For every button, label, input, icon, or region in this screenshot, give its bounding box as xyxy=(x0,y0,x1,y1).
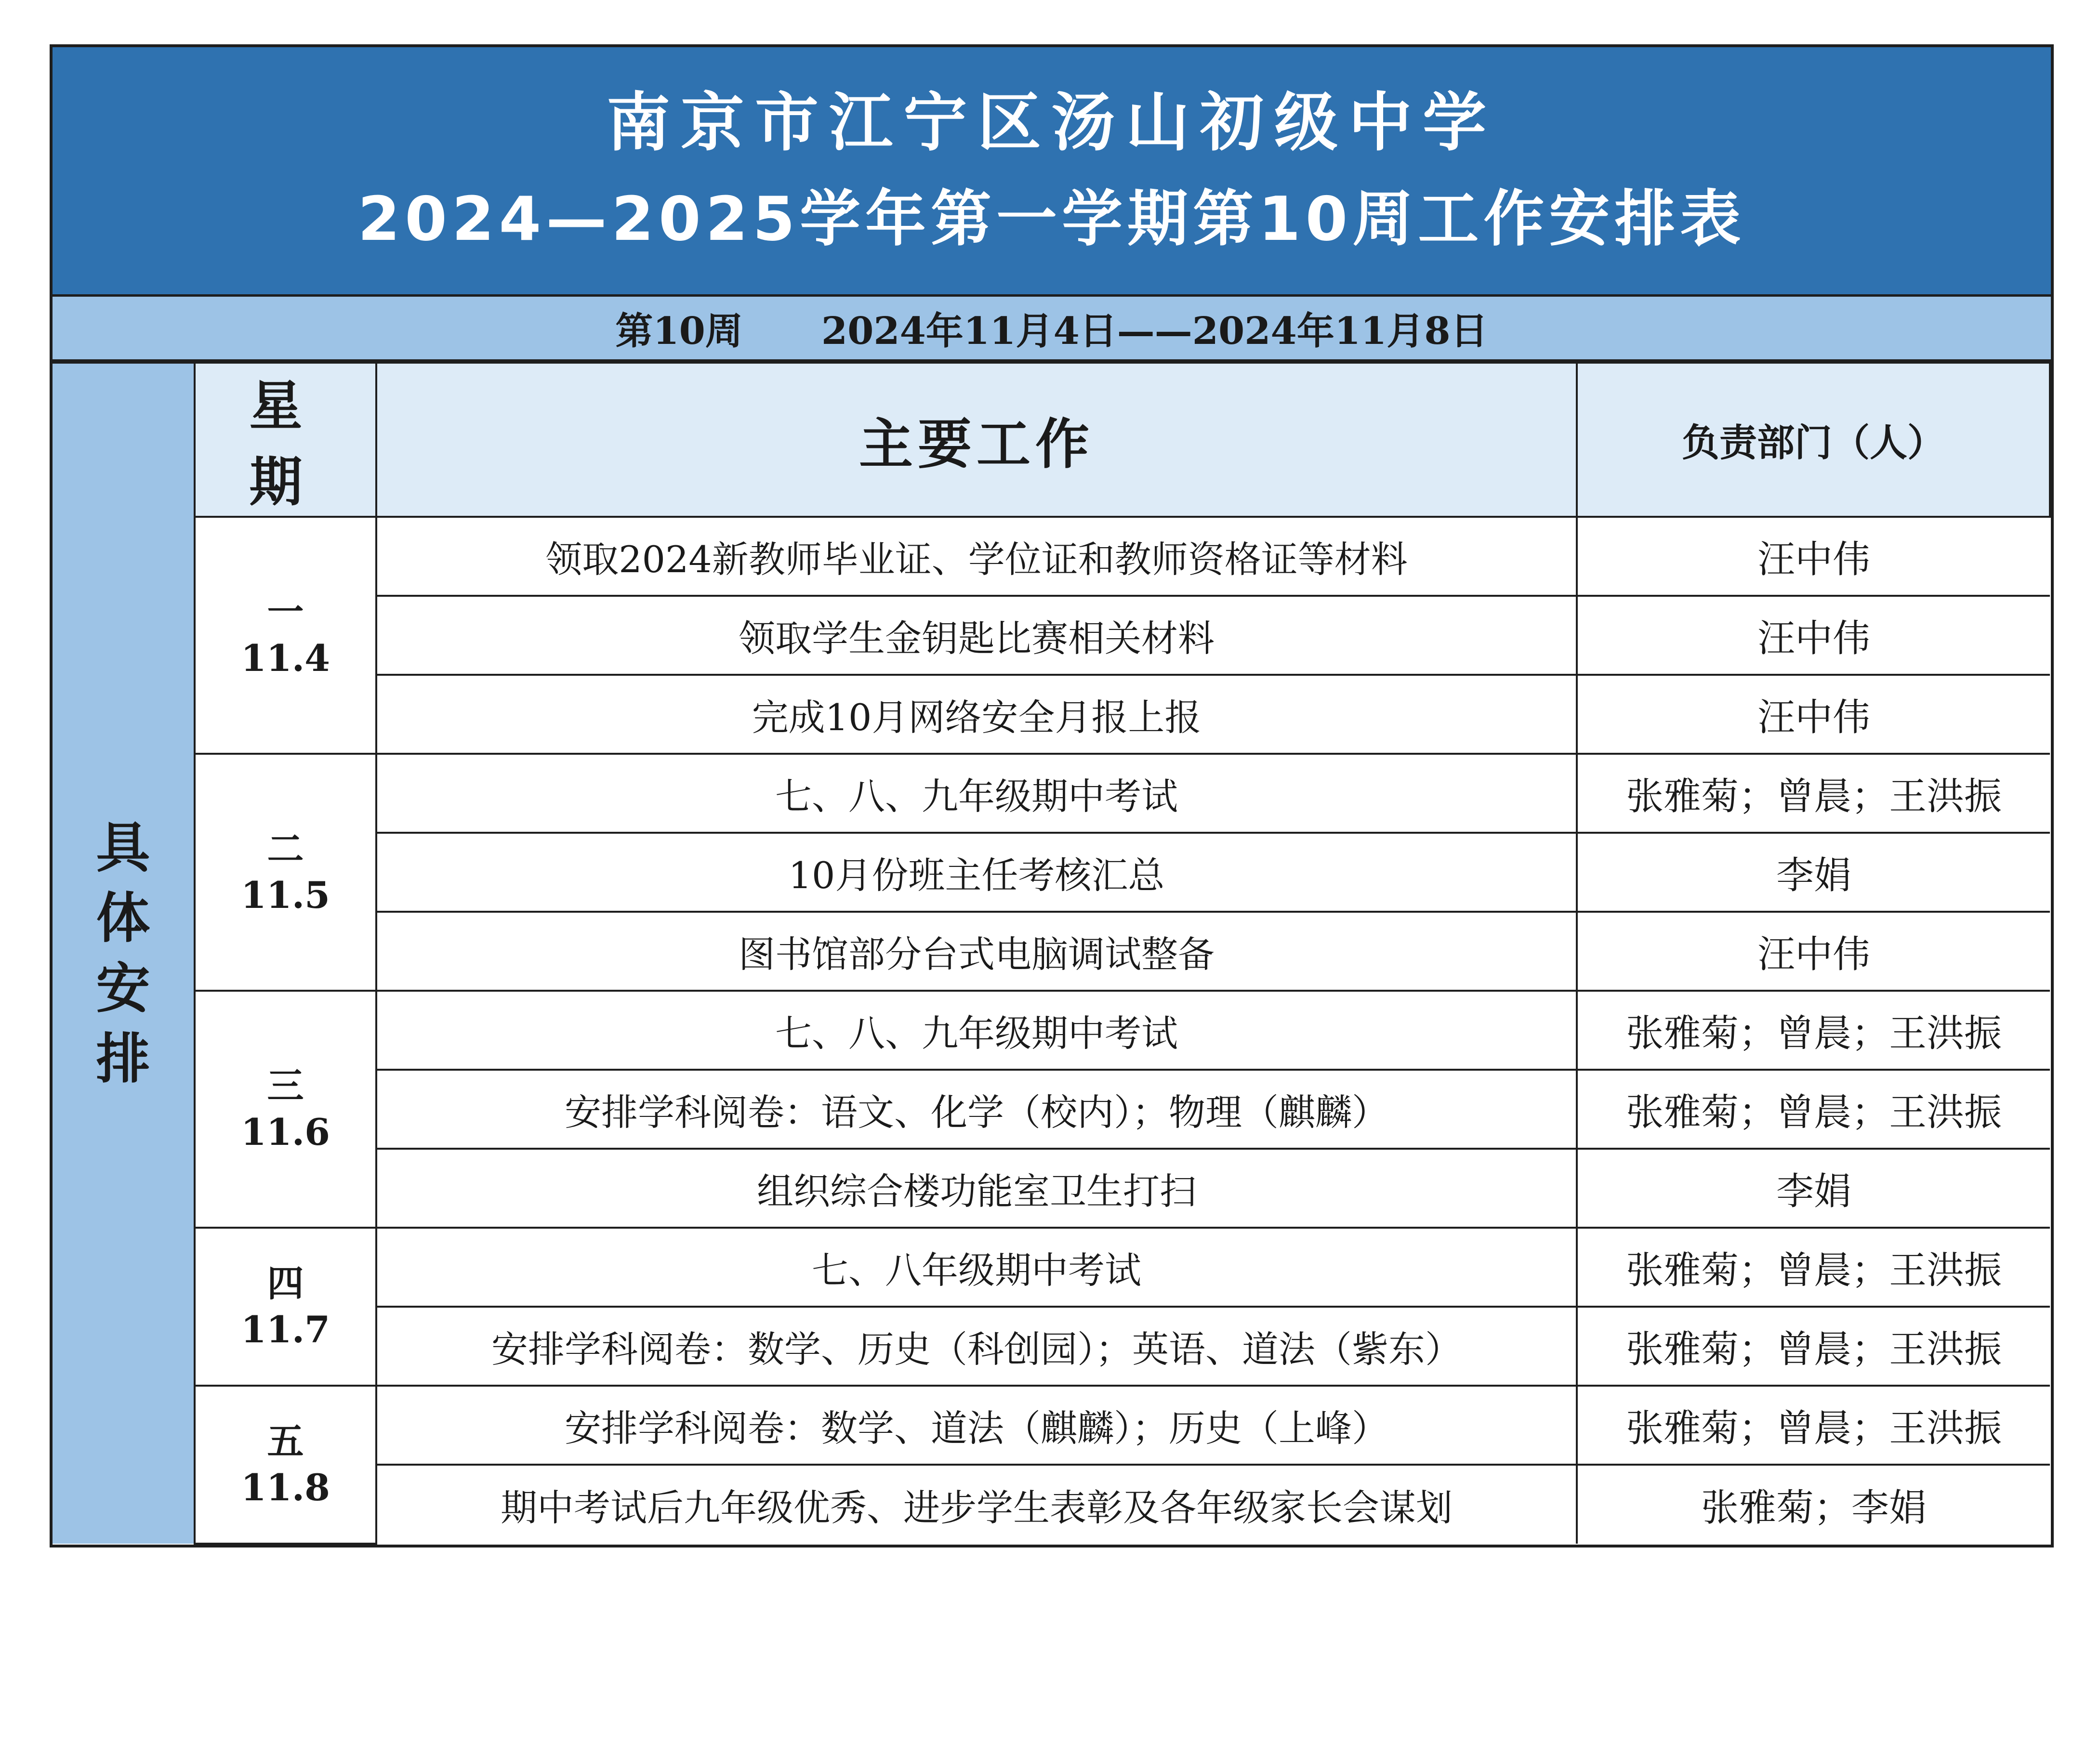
school-name: 南京市江宁区汤山初级中学 xyxy=(607,85,1497,160)
weekday: 一 xyxy=(267,590,304,633)
responsible-person: 张雅菊；曾晨；王洪振 xyxy=(1577,991,2050,1070)
responsible-person: 张雅菊；曾晨；王洪振 xyxy=(1577,1070,2050,1149)
work-item: 七、八年级期中考试 xyxy=(376,1228,1577,1307)
work-item: 七、八、九年级期中考试 xyxy=(376,754,1577,833)
responsible-person: 汪中伟 xyxy=(1577,596,2050,675)
responsible-person: 李娟 xyxy=(1577,833,2050,912)
schedule-title: 2024—2025学年第一学期第10周工作安排表 xyxy=(357,183,1746,254)
weekday: 二 xyxy=(267,827,304,870)
work-item: 图书馆部分台式电脑调试整备 xyxy=(376,912,1577,991)
date: 11.4 xyxy=(240,637,330,680)
date: 11.7 xyxy=(240,1308,330,1351)
work-item: 领取2024新教师毕业证、学位证和教师资格证等材料 xyxy=(376,517,1577,596)
table-row xyxy=(53,1228,2050,1307)
column-header-work: 主要工作 xyxy=(376,363,1577,517)
responsible-person: 汪中伟 xyxy=(1577,517,2050,596)
week-label: 第10周 xyxy=(615,309,743,353)
work-item: 10月份班主任考核汇总 xyxy=(376,833,1577,912)
work-item: 领取学生金钥匙比赛相关材料 xyxy=(376,596,1577,675)
side-label: 具 体 安 排 xyxy=(53,363,195,1544)
date: 11.8 xyxy=(240,1466,330,1509)
responsible-person: 张雅菊；曾晨；王洪振 xyxy=(1577,1386,2050,1465)
table-row xyxy=(53,517,2050,596)
date: 11.6 xyxy=(240,1111,330,1154)
responsible-person: 张雅菊；曾晨；王洪振 xyxy=(1577,1228,2050,1307)
table-row xyxy=(53,991,2050,1070)
weekday: 四 xyxy=(267,1262,304,1305)
weekday: 五 xyxy=(267,1420,304,1463)
title-banner xyxy=(53,47,2051,297)
date-range: 2024年11月4日——2024年11月8日 xyxy=(821,309,1488,353)
work-item: 七、八、九年级期中考试 xyxy=(376,991,1577,1070)
responsible-person: 张雅菊；李娟 xyxy=(1577,1465,2050,1544)
work-item: 安排学科阅卷：数学、道法（麒麟）；历史（上峰） xyxy=(376,1386,1577,1465)
schedule-table xyxy=(53,362,2051,1545)
work-item: 组织综合楼功能室卫生打扫 xyxy=(376,1149,1577,1228)
responsible-person: 汪中伟 xyxy=(1577,675,2050,754)
date: 11.5 xyxy=(240,874,330,917)
header-row xyxy=(53,363,2050,517)
day-cell xyxy=(195,1386,376,1544)
day-cell xyxy=(195,517,376,754)
table-row xyxy=(53,754,2050,833)
responsible-person: 李娟 xyxy=(1577,1149,2050,1228)
day-cell xyxy=(195,754,376,991)
schedule-sheet xyxy=(50,44,2054,1547)
table-row xyxy=(53,1386,2050,1465)
column-header-dept: 负责部门（人） xyxy=(1577,363,2050,517)
responsible-person: 张雅菊；曾晨；王洪振 xyxy=(1577,754,2050,833)
day-cell xyxy=(195,991,376,1228)
weekday: 三 xyxy=(267,1064,304,1107)
work-item: 安排学科阅卷：语文、化学（校内）；物理（麒麟） xyxy=(376,1070,1577,1149)
responsible-person: 汪中伟 xyxy=(1577,912,2050,991)
work-item: 完成10月网络安全月报上报 xyxy=(376,675,1577,754)
work-item: 安排学科阅卷：数学、历史（科创园）；英语、道法（紫东） xyxy=(376,1307,1577,1386)
column-header-day: 星 期 xyxy=(195,363,376,517)
day-cell xyxy=(195,1228,376,1386)
responsible-person: 张雅菊；曾晨；王洪振 xyxy=(1577,1307,2050,1386)
work-item: 期中考试后九年级优秀、进步学生表彰及各年级家长会谋划 xyxy=(376,1465,1577,1544)
week-bar xyxy=(53,297,2051,362)
